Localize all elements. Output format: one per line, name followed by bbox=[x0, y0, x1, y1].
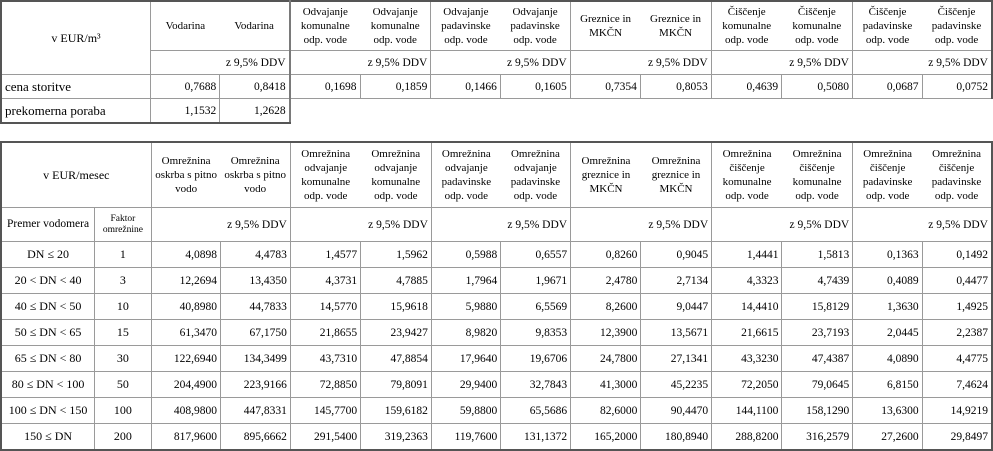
table-cell: 1,7964 bbox=[431, 268, 500, 294]
table-cell: 4,3323 bbox=[712, 268, 782, 294]
table-cell: 0,1605 bbox=[500, 75, 570, 99]
table-cell: 158,1290 bbox=[782, 398, 853, 424]
table-cell: 2,0445 bbox=[853, 320, 922, 346]
table-cell: 43,3230 bbox=[712, 346, 782, 372]
table-cell: 1,1532 bbox=[151, 99, 220, 124]
table-cell: 0,7688 bbox=[151, 75, 220, 99]
vat-note: z 9,5% DDV bbox=[360, 51, 431, 75]
vat-note: z 9,5% DDV bbox=[501, 208, 571, 242]
meter-size: 80 ≤ DN < 100 bbox=[1, 372, 95, 398]
table-cell: 316,2579 bbox=[782, 424, 853, 451]
column-header: Čiščenje padavinske odp. vode bbox=[922, 1, 992, 51]
table-cell: 59,8800 bbox=[431, 398, 500, 424]
table-cell: 41,3000 bbox=[571, 372, 641, 398]
column-header: Vodarina bbox=[151, 1, 220, 51]
table-cell: 45,2235 bbox=[641, 372, 712, 398]
table-cell: 14,4410 bbox=[712, 294, 782, 320]
table-cell: 14,9219 bbox=[922, 398, 992, 424]
table-cell: 67,1750 bbox=[221, 320, 291, 346]
table-cell: 23,7193 bbox=[782, 320, 853, 346]
table-row bbox=[1, 398, 992, 424]
table-cell: 1,3630 bbox=[853, 294, 922, 320]
table-cell: 0,0687 bbox=[853, 75, 923, 99]
fee-factor: 15 bbox=[95, 320, 152, 346]
table-cell: 291,5400 bbox=[290, 424, 360, 451]
table-cell: 4,4775 bbox=[922, 346, 992, 372]
column-header: Odvajanje padavinske odp. vode bbox=[500, 1, 570, 51]
meter-header: Premer vodomera bbox=[1, 208, 95, 242]
table-cell: 72,8850 bbox=[290, 372, 360, 398]
table-cell: 1,4925 bbox=[922, 294, 992, 320]
column-header: Čiščenje komunalne odp. vode bbox=[782, 1, 853, 51]
table-cell: 21,8655 bbox=[290, 320, 360, 346]
table-cell: 2,7134 bbox=[641, 268, 712, 294]
column-header: Omrežnina čiščenje padavinske odp. vode bbox=[922, 142, 992, 208]
table-row bbox=[1, 320, 992, 346]
meter-size: 20 < DN < 40 bbox=[1, 268, 95, 294]
table-cell: 159,6182 bbox=[361, 398, 432, 424]
table-cell: 79,8091 bbox=[361, 372, 432, 398]
table-cell: 19,6706 bbox=[501, 346, 571, 372]
table-cell: 817,9600 bbox=[151, 424, 220, 451]
meter-size: DN ≤ 20 bbox=[1, 242, 95, 268]
table-cell: 0,0752 bbox=[922, 75, 992, 99]
table-cell: 1,4441 bbox=[712, 242, 782, 268]
table-cell: 21,6615 bbox=[712, 320, 782, 346]
column-header: Čiščenje komunalne odp. vode bbox=[711, 1, 781, 51]
column-header: Omrežnina greznice in MKČN bbox=[571, 142, 641, 208]
table-cell: 1,2628 bbox=[220, 99, 290, 124]
table-cell: 24,7800 bbox=[571, 346, 641, 372]
table-cell: 2,4780 bbox=[571, 268, 641, 294]
table-cell: 6,5569 bbox=[501, 294, 571, 320]
table-cell: 288,8200 bbox=[712, 424, 782, 451]
table-cell: 29,9400 bbox=[431, 372, 500, 398]
vat-note: z 9,5% DDV bbox=[922, 208, 992, 242]
column-header: Omrežnina čiščenje komunalne odp. vode bbox=[782, 142, 853, 208]
column-header: Omrežnina čiščenje padavinske odp. vode bbox=[853, 142, 922, 208]
table-cell: 447,8331 bbox=[221, 398, 291, 424]
meter-size: 50 ≤ DN < 65 bbox=[1, 320, 95, 346]
table-cell: 90,4470 bbox=[641, 398, 712, 424]
water-price-table bbox=[0, 0, 993, 124]
table-cell: 32,7843 bbox=[501, 372, 571, 398]
table-row bbox=[1, 242, 992, 268]
table-cell: 0,4089 bbox=[853, 268, 922, 294]
column-header: Greznice in MKČN bbox=[640, 1, 711, 51]
table-row bbox=[1, 268, 992, 294]
vat-note: z 9,5% DDV bbox=[361, 208, 432, 242]
table-cell: 12,3900 bbox=[571, 320, 641, 346]
table-cell: 43,7310 bbox=[290, 346, 360, 372]
column-header: Vodarina bbox=[220, 1, 290, 51]
fee-factor: 10 bbox=[95, 294, 152, 320]
table-cell: 223,9166 bbox=[221, 372, 291, 398]
column-header: Greznice in MKČN bbox=[570, 1, 640, 51]
table-cell: 40,8980 bbox=[151, 294, 220, 320]
table-cell: 14,5770 bbox=[290, 294, 360, 320]
table-cell: 0,8053 bbox=[640, 75, 711, 99]
table-cell: 0,1698 bbox=[290, 75, 360, 99]
vat-note: z 9,5% DDV bbox=[640, 51, 711, 75]
column-header: Omrežnina čiščenje komunalne odp. vode bbox=[712, 142, 782, 208]
table-cell: 27,2600 bbox=[853, 424, 922, 451]
table-cell: 0,8260 bbox=[571, 242, 641, 268]
table-cell: 204,4900 bbox=[151, 372, 220, 398]
table-row bbox=[1, 372, 992, 398]
table-cell: 8,2600 bbox=[571, 294, 641, 320]
meter-size: 100 ≤ DN < 150 bbox=[1, 398, 95, 424]
table-row bbox=[1, 346, 992, 372]
meter-size: 40 ≤ DN < 50 bbox=[1, 294, 95, 320]
table-cell: 0,9045 bbox=[641, 242, 712, 268]
table-cell: 9,0447 bbox=[641, 294, 712, 320]
table-cell: 15,8129 bbox=[782, 294, 853, 320]
table-cell: 1,4577 bbox=[290, 242, 360, 268]
vat-note: z 9,5% DDV bbox=[641, 208, 712, 242]
table-cell: 15,9618 bbox=[361, 294, 432, 320]
units-label: v EUR/mesec bbox=[1, 142, 151, 208]
table-cell: 319,2363 bbox=[361, 424, 432, 451]
vat-note: z 9,5% DDV bbox=[500, 51, 570, 75]
table-cell: 119,7600 bbox=[431, 424, 500, 451]
table-cell: 2,2387 bbox=[922, 320, 992, 346]
table-cell: 29,8497 bbox=[922, 424, 992, 451]
vat-note: z 9,5% DDV bbox=[782, 208, 853, 242]
table-cell: 27,1341 bbox=[641, 346, 712, 372]
table-cell: 1,9671 bbox=[501, 268, 571, 294]
table-cell: 4,7885 bbox=[361, 268, 432, 294]
table-cell: 165,2000 bbox=[571, 424, 641, 451]
fee-factor: 50 bbox=[95, 372, 152, 398]
vat-note: z 9,5% DDV bbox=[782, 51, 853, 75]
table-cell: 13,5671 bbox=[641, 320, 712, 346]
table-cell: 9,8353 bbox=[501, 320, 571, 346]
table-cell: 6,8150 bbox=[853, 372, 922, 398]
table-cell: 4,4783 bbox=[221, 242, 291, 268]
table-cell: 17,9640 bbox=[431, 346, 500, 372]
table-cell: 72,2050 bbox=[712, 372, 782, 398]
table-cell: 44,7833 bbox=[221, 294, 291, 320]
column-header: Odvajanje komunalne odp. vode bbox=[360, 1, 431, 51]
meter-size: 150 ≤ DN bbox=[1, 424, 95, 451]
column-header: Odvajanje komunalne odp. vode bbox=[290, 1, 360, 51]
table-cell: 408,9800 bbox=[151, 398, 220, 424]
table-cell: 4,7439 bbox=[782, 268, 853, 294]
table-cell: 1,5813 bbox=[782, 242, 853, 268]
table-cell: 1,5962 bbox=[361, 242, 432, 268]
column-header: Omrežnina odvajanje komunalne odp. vode bbox=[361, 142, 432, 208]
table-cell: 0,7354 bbox=[570, 75, 640, 99]
table-cell: 13,4350 bbox=[221, 268, 291, 294]
table-cell: 0,1466 bbox=[431, 75, 501, 99]
table-cell: 7,4624 bbox=[922, 372, 992, 398]
table-cell: 4,0890 bbox=[853, 346, 922, 372]
table-cell: 0,8418 bbox=[220, 75, 290, 99]
table-cell: 65,5686 bbox=[501, 398, 571, 424]
table-cell: 144,1100 bbox=[712, 398, 782, 424]
table-cell: 12,2694 bbox=[151, 268, 220, 294]
fee-factor: 200 bbox=[95, 424, 152, 451]
table-cell: 0,1492 bbox=[922, 242, 992, 268]
table-cell: 47,4387 bbox=[782, 346, 853, 372]
table-row bbox=[1, 424, 992, 451]
table-cell: 134,3499 bbox=[221, 346, 291, 372]
table-cell: 0,6557 bbox=[501, 242, 571, 268]
table-cell: 13,6300 bbox=[853, 398, 922, 424]
column-header: Omrežnina odvajanje padavinske odp. vode bbox=[431, 142, 500, 208]
table-cell: 180,8940 bbox=[641, 424, 712, 451]
column-header: Omrežnina greznice in MKČN bbox=[641, 142, 712, 208]
table-cell: 0,4477 bbox=[922, 268, 992, 294]
column-header: Omrežnina odvajanje komunalne odp. vode bbox=[290, 142, 360, 208]
column-header: Odvajanje padavinske odp. vode bbox=[431, 1, 501, 51]
fee-factor: 100 bbox=[95, 398, 152, 424]
factor-header: Faktor omrežnine bbox=[95, 208, 152, 242]
column-header: Omrežnina odvajanje padavinske odp. vode bbox=[501, 142, 571, 208]
fee-factor: 3 bbox=[95, 268, 152, 294]
table-cell: 4,3731 bbox=[290, 268, 360, 294]
table-cell: 0,1363 bbox=[853, 242, 922, 268]
table-cell: 0,5080 bbox=[782, 75, 853, 99]
fee-factor: 1 bbox=[95, 242, 152, 268]
table-row bbox=[1, 99, 992, 124]
table-cell: 145,7700 bbox=[290, 398, 360, 424]
row-label: prekomerna poraba bbox=[1, 99, 151, 124]
vat-note: z 9,5% DDV bbox=[922, 51, 992, 75]
units-label: v EUR/m³ bbox=[1, 1, 151, 75]
row-label: cena storitve bbox=[1, 75, 151, 99]
vat-note: z 9,5% DDV bbox=[221, 208, 291, 242]
table-cell: 0,1859 bbox=[360, 75, 431, 99]
table-cell: 4,0898 bbox=[151, 242, 220, 268]
column-header: Čiščenje padavinske odp. vode bbox=[853, 1, 923, 51]
table-cell: 122,6940 bbox=[151, 346, 220, 372]
fee-factor: 30 bbox=[95, 346, 152, 372]
table-cell: 0,5988 bbox=[431, 242, 500, 268]
column-header: Omrežnina oskrba s pitno vodo bbox=[221, 142, 291, 208]
table-cell: 5,9880 bbox=[431, 294, 500, 320]
vat-note: z 9,5% DDV bbox=[220, 51, 290, 75]
table-cell: 131,1372 bbox=[501, 424, 571, 451]
table-cell: 82,6000 bbox=[571, 398, 641, 424]
table-row bbox=[1, 294, 992, 320]
table-cell: 79,0645 bbox=[782, 372, 853, 398]
network-fee-table bbox=[0, 141, 993, 451]
column-header: Omrežnina oskrba s pitno vodo bbox=[151, 142, 220, 208]
table-cell: 23,9427 bbox=[361, 320, 432, 346]
table-cell: 47,8854 bbox=[361, 346, 432, 372]
meter-size: 65 ≤ DN < 80 bbox=[1, 346, 95, 372]
table-cell: 61,3470 bbox=[151, 320, 220, 346]
table-cell: 8,9820 bbox=[431, 320, 500, 346]
table-cell: 895,6662 bbox=[221, 424, 291, 451]
table-row bbox=[1, 75, 992, 99]
table-cell: 0,4639 bbox=[711, 75, 781, 99]
